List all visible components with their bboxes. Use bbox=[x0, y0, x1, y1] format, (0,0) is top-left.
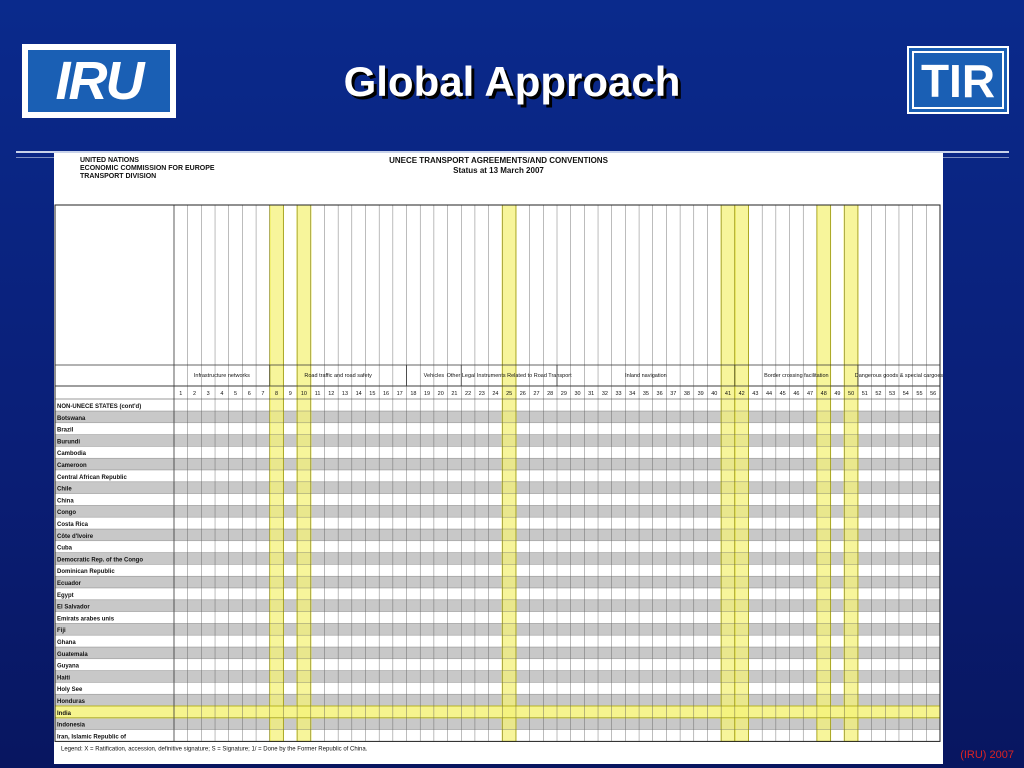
country-name: Botswana bbox=[57, 415, 86, 422]
column-number: 13 bbox=[341, 391, 349, 397]
table-legend: Legend: X = Ratification, accession, definitive signature; S = Signature; 1/ = Done by the Former Republic of China. bbox=[61, 746, 368, 753]
country-name: Chile bbox=[57, 486, 72, 493]
org-line: ECONOMIC COMMISSION FOR EUROPE bbox=[80, 165, 215, 172]
country-name: Indonesia bbox=[57, 722, 86, 729]
column-number: 55 bbox=[916, 391, 923, 397]
country-name: China bbox=[57, 498, 74, 505]
iru-logo-text: IRU bbox=[28, 50, 170, 112]
country-name: Cambodia bbox=[57, 451, 87, 458]
highlight-column bbox=[735, 205, 749, 741]
column-number: 10 bbox=[300, 391, 308, 397]
column-number: 38 bbox=[683, 391, 691, 397]
column-number: 27 bbox=[533, 391, 540, 397]
country-name: Central African Republic bbox=[57, 474, 127, 481]
column-number: 17 bbox=[396, 391, 403, 397]
country-name: Egypt bbox=[57, 592, 74, 599]
country-name: Democratic Rep. of the Congo bbox=[57, 557, 144, 564]
column-number: 4 bbox=[220, 391, 224, 397]
column-number: 14 bbox=[355, 391, 362, 397]
column-number: 56 bbox=[930, 391, 937, 397]
column-number: 1 bbox=[179, 391, 183, 397]
column-number: 48 bbox=[820, 391, 827, 397]
copyright-notice: (IRU) 2007 bbox=[960, 749, 1014, 761]
column-number: 49 bbox=[834, 391, 841, 397]
column-number: 18 bbox=[410, 391, 417, 397]
group-label: Vehicles bbox=[423, 373, 445, 379]
column-number: 51 bbox=[861, 391, 868, 397]
column-number: 3 bbox=[206, 391, 210, 397]
group-label: Border crossing facilitation bbox=[764, 373, 829, 379]
convention-status-table bbox=[54, 153, 943, 764]
column-number: 20 bbox=[437, 391, 444, 397]
column-number: 53 bbox=[889, 391, 896, 397]
country-name: Cuba bbox=[57, 545, 72, 552]
country-name: Haiti bbox=[57, 675, 71, 682]
country-name: Ecuador bbox=[57, 581, 82, 587]
country-name: Côte d'Ivoire bbox=[57, 533, 94, 540]
column-number: 41 bbox=[724, 391, 732, 397]
highlight-column bbox=[844, 205, 858, 741]
column-number: 42 bbox=[738, 391, 745, 397]
column-number: 15 bbox=[369, 391, 376, 397]
column-number: 16 bbox=[382, 391, 390, 397]
slide-title: Global Approach bbox=[343, 58, 681, 105]
highlight-column bbox=[270, 205, 284, 741]
highlight-column bbox=[817, 205, 831, 741]
column-number: 34 bbox=[629, 391, 636, 397]
column-number: 25 bbox=[506, 391, 513, 397]
country-name: Iran, Islamic Republic of bbox=[57, 734, 127, 741]
section-label: NON-UNECE STATES (cont'd) bbox=[57, 404, 142, 410]
column-number: 40 bbox=[711, 391, 718, 397]
column-number: 46 bbox=[793, 391, 800, 397]
column-number: 52 bbox=[875, 391, 882, 397]
column-number: 33 bbox=[615, 391, 622, 397]
group-label: Dangerous goods & special cargoes bbox=[854, 373, 943, 379]
column-number: 9 bbox=[288, 391, 292, 397]
column-number: 26 bbox=[519, 391, 526, 397]
country-name: Cameroon bbox=[57, 463, 87, 469]
tir-logo bbox=[907, 46, 1009, 114]
country-name: Burundi bbox=[57, 439, 80, 446]
country-name: Holy See bbox=[57, 687, 83, 694]
column-number: 29 bbox=[560, 391, 567, 397]
column-number: 22 bbox=[465, 391, 472, 397]
column-number: 44 bbox=[765, 391, 773, 397]
column-number: 8 bbox=[275, 391, 279, 397]
highlight-column bbox=[721, 205, 735, 741]
tir-logo-text: TIR bbox=[912, 51, 1004, 109]
country-name: Congo bbox=[57, 510, 76, 517]
group-label: Other Legal Instruments Related to Road Transport bbox=[446, 373, 572, 379]
column-number: 6 bbox=[247, 391, 251, 397]
column-number: 50 bbox=[848, 391, 855, 397]
document-status-date: Status at 13 March 2007 bbox=[453, 166, 544, 175]
column-number: 35 bbox=[642, 391, 649, 397]
column-number: 36 bbox=[656, 391, 663, 397]
column-number: 31 bbox=[588, 391, 595, 397]
status-grid bbox=[54, 153, 943, 764]
column-number: 30 bbox=[574, 391, 581, 397]
column-number: 12 bbox=[328, 391, 335, 397]
column-number: 11 bbox=[314, 391, 321, 397]
country-name: Ghana bbox=[57, 640, 76, 646]
column-number: 5 bbox=[234, 391, 238, 397]
column-number: 28 bbox=[547, 391, 554, 397]
country-name: Costa Rica bbox=[57, 522, 89, 528]
country-name: Dominican Republic bbox=[57, 569, 115, 576]
highlight-column bbox=[297, 205, 311, 741]
column-number: 47 bbox=[806, 391, 814, 397]
org-line: UNITED NATIONS bbox=[80, 157, 139, 164]
column-number: 23 bbox=[478, 391, 485, 397]
column-number: 2 bbox=[192, 391, 197, 397]
group-label: Road traffic and road safety bbox=[304, 373, 372, 379]
country-name: Guatemala bbox=[57, 651, 88, 658]
column-number: 32 bbox=[601, 391, 608, 397]
column-number: 37 bbox=[670, 391, 677, 397]
column-number: 7 bbox=[261, 391, 265, 397]
country-name: Fiji bbox=[57, 628, 66, 635]
column-number: 24 bbox=[492, 391, 499, 397]
group-label: Inland navigation bbox=[625, 373, 667, 379]
column-number: 19 bbox=[423, 391, 431, 397]
country-name: El Salvador bbox=[57, 604, 90, 611]
country-name: Honduras bbox=[57, 699, 86, 705]
highlight-column bbox=[502, 205, 516, 741]
column-number: 43 bbox=[752, 391, 759, 397]
column-number: 54 bbox=[902, 391, 909, 397]
document-title: UNECE TRANSPORT AGREEMENTS/AND CONVENTIONS bbox=[389, 156, 608, 165]
column-number: 45 bbox=[779, 391, 786, 397]
group-label: Infrastructure networks bbox=[193, 373, 250, 379]
country-name: Guyana bbox=[57, 663, 80, 670]
country-name: India bbox=[57, 710, 72, 717]
country-name: Emirats arabes unis bbox=[57, 616, 115, 623]
column-number: 39 bbox=[697, 391, 704, 397]
org-line: TRANSPORT DIVISION bbox=[80, 173, 157, 180]
column-number: 21 bbox=[451, 391, 458, 397]
country-name: Brazil bbox=[57, 427, 74, 434]
